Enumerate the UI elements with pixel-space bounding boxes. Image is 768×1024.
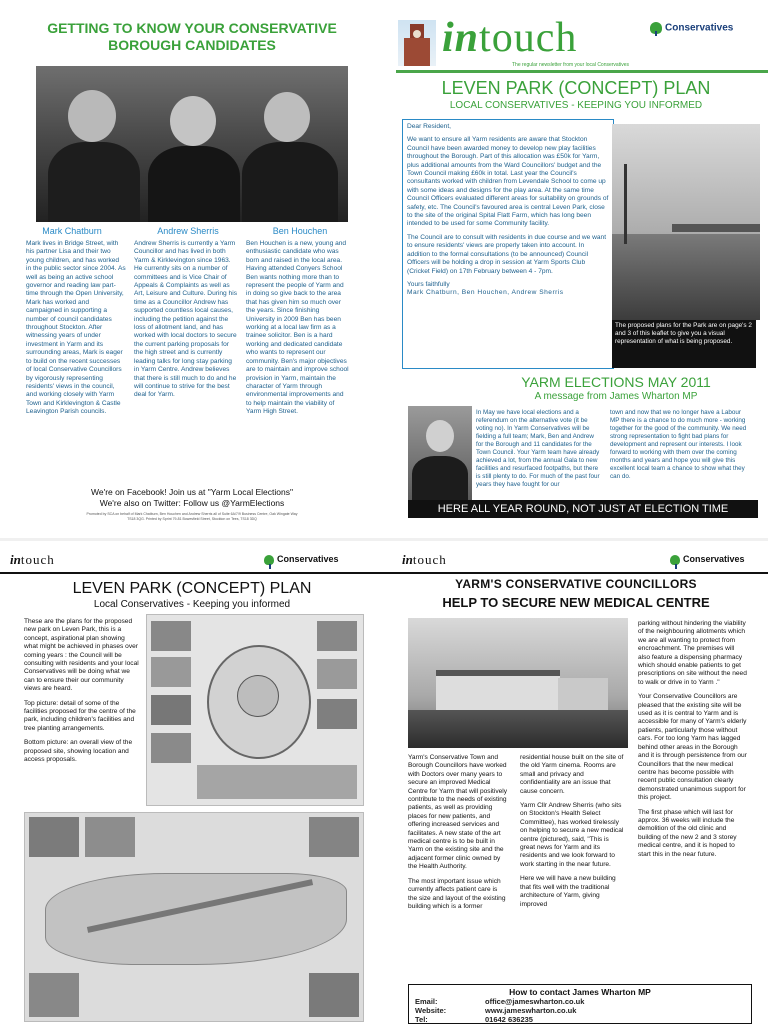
candidates-photo [36, 66, 348, 222]
plan-subtitle: Local Conservatives - Keeping you informed [93, 599, 291, 610]
medical-col1: Yarm's Conservative Town and Borough Councillors have worked with Doctors over many years to secure an improved Medical Centre for Yarm that will positively contribute to the needs of existing patients, as well as providing places for new patients, and offering increased services and facilitates. A new state of the art medical centre is to be built in Yarm on the existing site and the adjacent former clinic owned by the Health Authority. The most important issue which currently affects patient care is the size and layout of the existing building which is a former [408, 754, 508, 910]
medical-centre-page [384, 540, 768, 1024]
contact-tel-row: Tel: 01642 636235 [415, 1015, 533, 1024]
front-page [384, 0, 768, 540]
candidate-bio-andrew: Andrew Sherris is currently a Yarm Councillor and has lived in both Yarm & Kirklevington since 1963. He currently sits on a number of committees and is Vice Chair of Appeals & Complaints as well as Art, Leisure and Culture. During his time as a Councillor Andrew has supported countless local causes, including the petition against the loss of allotment land, and has worked with local doctors to secure the current parking proposals for the high street and is currently leading talks for long stay parking in Yarm Centre. Andrew believes that there is still much to do and he will continue to strive for the best deal for Yarm. [134, 240, 237, 399]
plan-page [0, 540, 384, 1024]
mp-message-col1: In May we have local elections and a referendum on the alternative vote (it be voting no). In Yarm Conservatives will be fielding a full team; Mark, Ben and Andrew for the Borough and 11 candidates for the Town Council. Your Yarm team have already achieved a lot, from the annual Gala to new facilities and resurfaced footpaths, but there is still plenty to do. For much of the past four years they have fought for our [476, 409, 600, 488]
contact-title: How to contact James Wharton MP [509, 987, 651, 997]
intouch-small-masthead-right: intouch [402, 552, 447, 567]
masthead-rule [396, 70, 768, 73]
councillors-title: YARM'S CONSERVATIVE COUNCILLORS [455, 577, 697, 591]
medical-col3: parking without hindering the viability of the neighbouring allotments which we are all wanting to protect from encroachment. The premises will also feature a dispensing pharmacy which should enable patients to get prescriptions on site without the need to walk or drive in to Yarm ." Your Conservative Councillors are pleased that the existing site will be used as it is central to Yarm and is accessible for many of Yarm's elderly patients, particularly those without cars. For too long Yarm has lagged behind other areas in the Borough and it is through persistence from our Councillors that the new medical centre has become possible with recent public consultation clearly demonstrated unanimous support for this project. The first phase which will last for approx. 36 weeks will include the demolition of the old clinic and building of the new 2 and 3 storey medical centre, and it is hoped to start this in the near future. [638, 620, 747, 858]
mp-portrait [408, 406, 472, 500]
elections-title: YARM ELECTIONS MAY 2011 [521, 374, 711, 390]
town-hall-photo [398, 20, 436, 66]
conservatives-logo-small-right: Conservatives [670, 554, 745, 565]
elections-subtitle: A message from James Wharton MP [534, 391, 698, 402]
candidate-name-andrew: Andrew Sherris [157, 226, 219, 236]
header-rule [0, 572, 384, 574]
candidates-page [0, 0, 384, 540]
site-overview-plan [24, 812, 364, 1022]
plan-text: These are the plans for the proposed new park on Leven Park, this is a concept, aspirational plan showing what might be achieved in phases over coming years : the Council will be consulting with residents and your local Conservatives will be doing what we can to ensure their our community views are heard. Top picture: detail of some of the facilities proposed for the centre of the park, including children's facilities and tree planting arrangements. Bottom picture: an overall view of the proposed site, showing location and access proposals. [24, 618, 139, 764]
medical-col2: residential house built on the site of the old Yarm cinema. Rooms are small and privacy and confidentiality are an issue that cause concern. Yarm Cllr Andrew Sherris (who sits on Stockton's Health Select Committee), has worked tirelessly on helping to secure a new medical centre (pictured), said, "This is great news for Yarm and its residents and we look forward to work starting in the near future. Here we will have a new building that fits well with the traditional architecture of Yarm, giving improved [520, 754, 624, 908]
header-rule-right [384, 572, 768, 574]
plan-title: LEVEN PARK (CONCEPT) PLAN [72, 580, 312, 597]
promoted-by-line: Promoted by SCA on behalf of Mark Chatburn, Ben Houchen and Andrew Sherris all of Suite 6A/7/9 Business Centre, Oak Wingate Way [86, 512, 298, 516]
contact-website-link[interactable]: www.jameswharton.co.uk [485, 1006, 577, 1015]
oak-tree-icon [264, 555, 274, 565]
conservatives-logo-small: Conservatives [264, 554, 339, 565]
medical-centre-title: HELP TO SECURE NEW MEDICAL CENTRE [442, 595, 710, 610]
conservatives-logo: Conservatives [650, 22, 733, 34]
masthead-tagline: The regular newsletter from your local Conservatives [512, 62, 629, 68]
candidate-name-mark: Mark Chatburn [42, 226, 102, 236]
oak-tree-icon [670, 555, 680, 565]
medical-centre-photo [408, 618, 628, 748]
contact-email-row: Email: office@jameswharton.co.uk [415, 997, 585, 1006]
facebook-line: We're on Facebook! Join us at "Yarm Local Elections" [91, 487, 293, 497]
candidates-headline: GETTING TO KNOW YOUR CONSERVATIVE BOROUGH CANDIDATES [47, 20, 337, 53]
leven-park-photo [612, 124, 760, 320]
leven-park-title: LEVEN PARK (CONCEPT) PLAN [441, 78, 711, 98]
intouch-masthead: intouch [442, 15, 578, 61]
candidate-bio-ben: Ben Houchen is a new, young and enthusiastic candidate who was born and raised in the local area. Having attended Conyers School Ben wants nothing more than to represent the people of Yarm and in doing so give back to the area that has given him so much over the years. Since finishing University in 2009 Ben has been working at a local law firm as a trainee solicitor. Ben is a hard working and dedicated candidate who wants to represent our community. Ben's major objectives are to maintain and improve school provision in Yarm, maintain the character of Yarm through environmental improvements and to help maintain the viability of Yarm High Street. [246, 240, 349, 416]
twitter-line: We're also on Twitter: Follow us @YarmElections [99, 498, 285, 508]
park-centre-detail-plan [146, 614, 364, 806]
contact-website-row: Website: www.jameswharton.co.uk [415, 1006, 577, 1015]
park-caption: The proposed plans for the Park are on page's 2 and 3 of this leaflet to give you a visual representation of what is being proposed. [612, 320, 756, 368]
oak-tree-icon [650, 22, 662, 34]
contact-tel-value: 01642 636235 [485, 1015, 533, 1024]
resident-letter: Dear Resident, We want to ensure all Yarm residents are aware that Stockton Council have been awarded money to develop new play facilities throughout the Borough. Part of this allocation was £50k for Yarm, plus additional amounts from the Ward Councillors' budget and the Town Council making £60k in total. Last year the Council's consultants worked with children from Levendale School to come up with some ideas and designs for the play area. At the same time Council Officers evaluated different areas for suitability on grounds of safety, etc. The Council's favoured area is central Leven Park, close to the site of the original Spital Flatt Farm, which has long been intended to be used for some Community facility. The Council are to consult with residents in due course and we want to ensure residents' views are properly taken into account. In addition to the formal consultations (to be announced) Council Officers will be holding a drop in session at Yarm Sports Club (Cricket Field) on 17th February between 4 - 7pm. Yours faithfully Mark Chatburn, Ben Houchen, Andrew Sherris [402, 119, 614, 369]
candidate-bio-mark: Mark lives in Bridge Street, with his partner Lisa and their two young children, and has worked in the public sector since 2004. As well as being an active school governor and reading law part-time through the Open University, Mark has worked and campaigned in supporting a number of council candidates throughout Stockton. After witnessing years of under investment in Yarm and its surrounding areas, Mark is eager to build on the recent successes of local Conservative Councillors by vigorously representing residents' views in the council, and working closely with Yarm Town and Kirklevington & Castle Leavington Parish councils. [26, 240, 126, 416]
printed-by-line: TS18 3QG. Printed by Sprint 79-81 Bowesfield Street, Stockton on Tees, TS18 3DQ [127, 517, 257, 521]
candidate-name-ben: Ben Houchen [272, 226, 328, 236]
year-round-banner: HERE ALL YEAR ROUND, NOT JUST AT ELECTION TIME [408, 500, 758, 518]
leven-park-subtitle: LOCAL CONSERVATIVES - KEEPING YOU INFORMED [449, 100, 703, 111]
intouch-small-masthead: intouch [10, 552, 55, 567]
contact-email-link[interactable]: office@jameswharton.co.uk [485, 997, 585, 1006]
mp-contact-box [408, 984, 752, 1024]
mp-message-col2: town and now that we no longer have a Labour MP there is a chance to do much more - working together for the good of the community. We need strong representation to fight bad plans for development and represent our interests. I look forward to working with them over the coming months and years and hope you will give this excellent local team a chance to show what they can do. [610, 409, 747, 480]
